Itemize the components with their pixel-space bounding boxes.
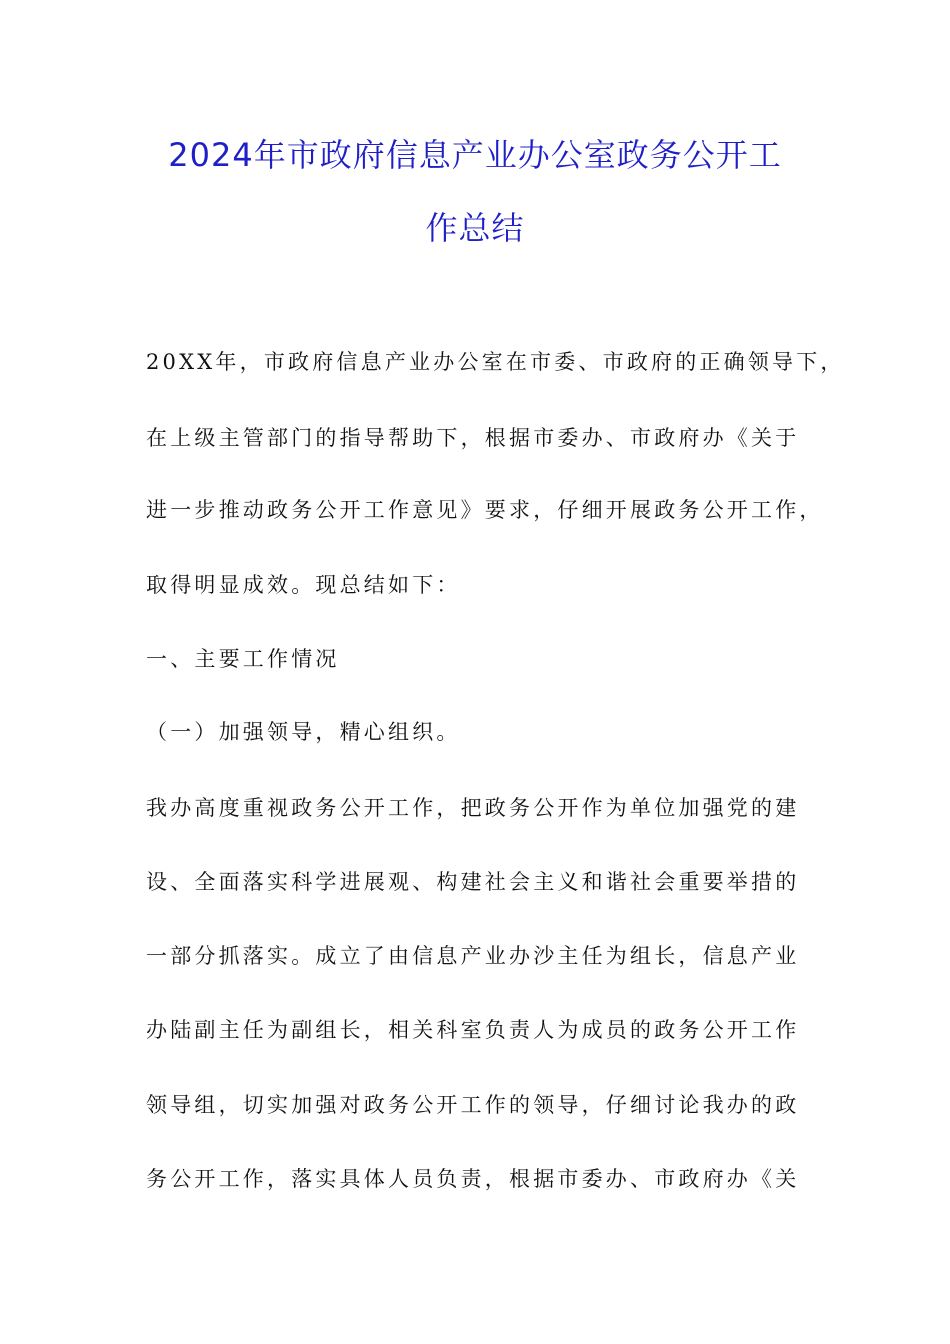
body-line: 一部分抓落实。成立了由信息产业办沙主任为组长，信息产业: [146, 944, 800, 968]
subsection-heading: （一）加强领导，精心组织。: [146, 720, 461, 744]
document-title-line-1: 2024年市政府信息产业办公室政务公开工: [168, 136, 782, 174]
document-title-line-2: 作总结: [425, 209, 525, 247]
body-line: 取得明显成效。现总结如下：: [146, 573, 461, 597]
body-line: 我办高度重视政务公开工作，把政务公开作为单位加强党的建: [146, 796, 800, 820]
body-line: 务公开工作，落实具体人员负责，根据市委办、市政府办《关: [146, 1167, 800, 1191]
body-line: 领导组，切实加强对政务公开工作的领导，仔细讨论我办的政: [146, 1093, 800, 1117]
body-line: 进一步推动政务公开工作意见》要求，仔细开展政务公开工作，: [146, 498, 824, 522]
section-heading: 一、主要工作情况: [146, 647, 340, 671]
body-line: 在上级主管部门的指导帮助下，根据市委办、市政府办《关于: [146, 426, 800, 450]
body-line: 设、全面落实科学进展观、构建社会主义和谐社会重要举措的: [146, 870, 800, 894]
body-line: 办陆副主任为副组长，相关科室负责人为成员的政务公开工作: [146, 1018, 800, 1042]
body-line: 20XX年，市政府信息产业办公室在市委、市政府的正确领导下，: [146, 350, 845, 374]
